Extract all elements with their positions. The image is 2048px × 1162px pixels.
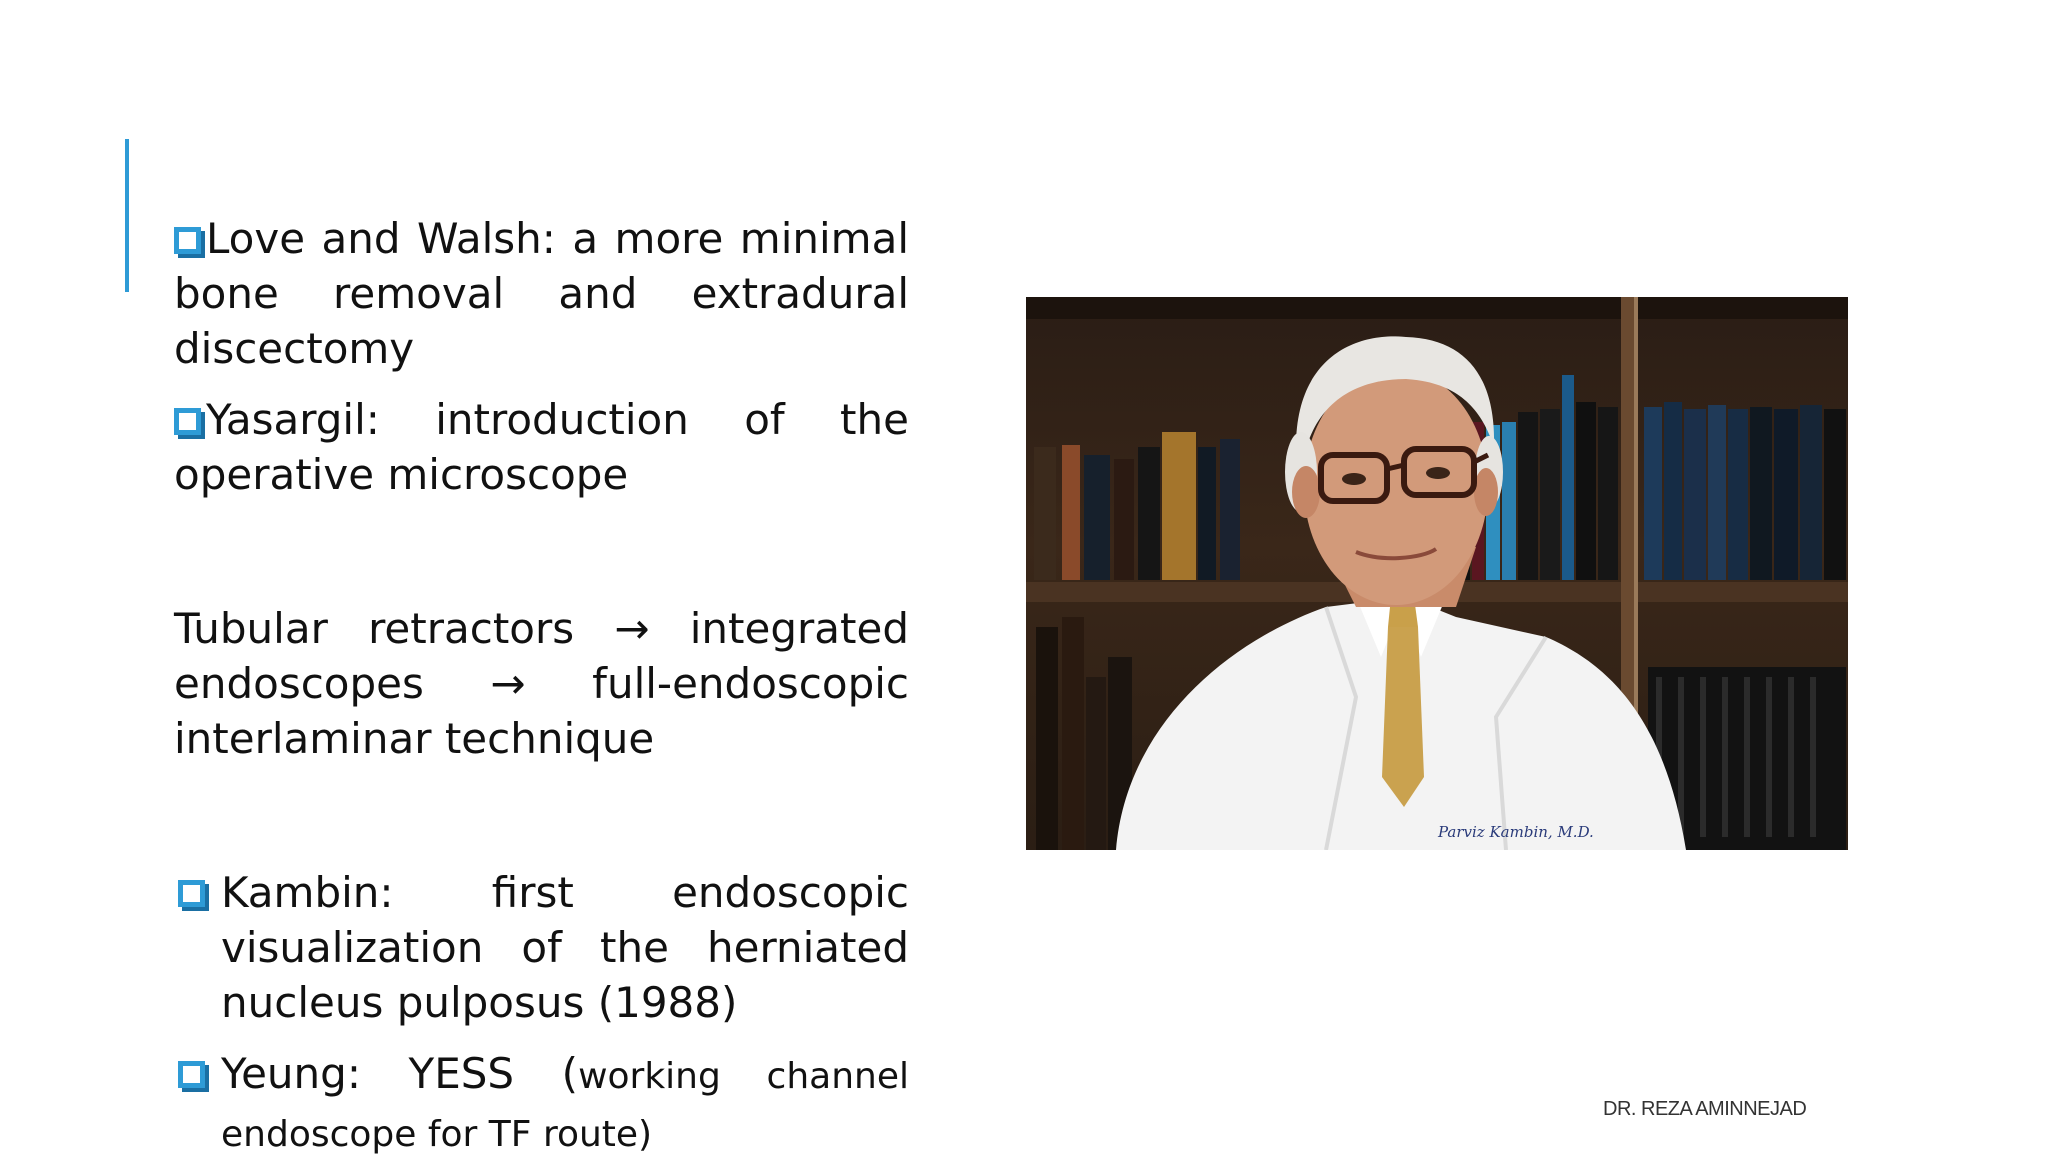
- item-lead: Yeung: YESS (: [221, 1049, 579, 1098]
- coat-signature: Parviz Kambin, M.D.: [1438, 823, 1594, 841]
- item-text: Tubular retractors → integrated endoscopes → full-endoscopic interlaminar technique: [174, 604, 909, 763]
- list-item-yeung: [174, 1046, 909, 1162]
- portrait-photo: [1026, 297, 1848, 850]
- checkbox-square-icon: [178, 880, 205, 907]
- tubular-retractors-text: [174, 601, 909, 766]
- item-detail: working channel endoscope for TF route): [221, 1056, 909, 1155]
- item-text: Love and Walsh: a more minimal bone removal and extradural discectomy: [174, 214, 909, 373]
- slide-body: [174, 211, 909, 1162]
- footer-author: DR. REZA AMINNEJAD: [1603, 1098, 1807, 1120]
- checkbox-square-icon: [178, 1061, 205, 1088]
- accent-line: [125, 139, 129, 292]
- portrait-illustration: [1026, 297, 1848, 850]
- list-item-kambin: [174, 865, 909, 1030]
- list-item-love-walsh: [174, 211, 909, 376]
- list-item-yasargil: [174, 392, 909, 502]
- item-text: Yasargil: introduction of the operative microscope: [174, 395, 909, 499]
- item-text: Kambin: first endoscopic visualization of the herniated nucleus pulposus (1988): [221, 868, 909, 1027]
- checkbox-square-icon: [174, 408, 201, 435]
- checkbox-square-icon: [174, 227, 201, 254]
